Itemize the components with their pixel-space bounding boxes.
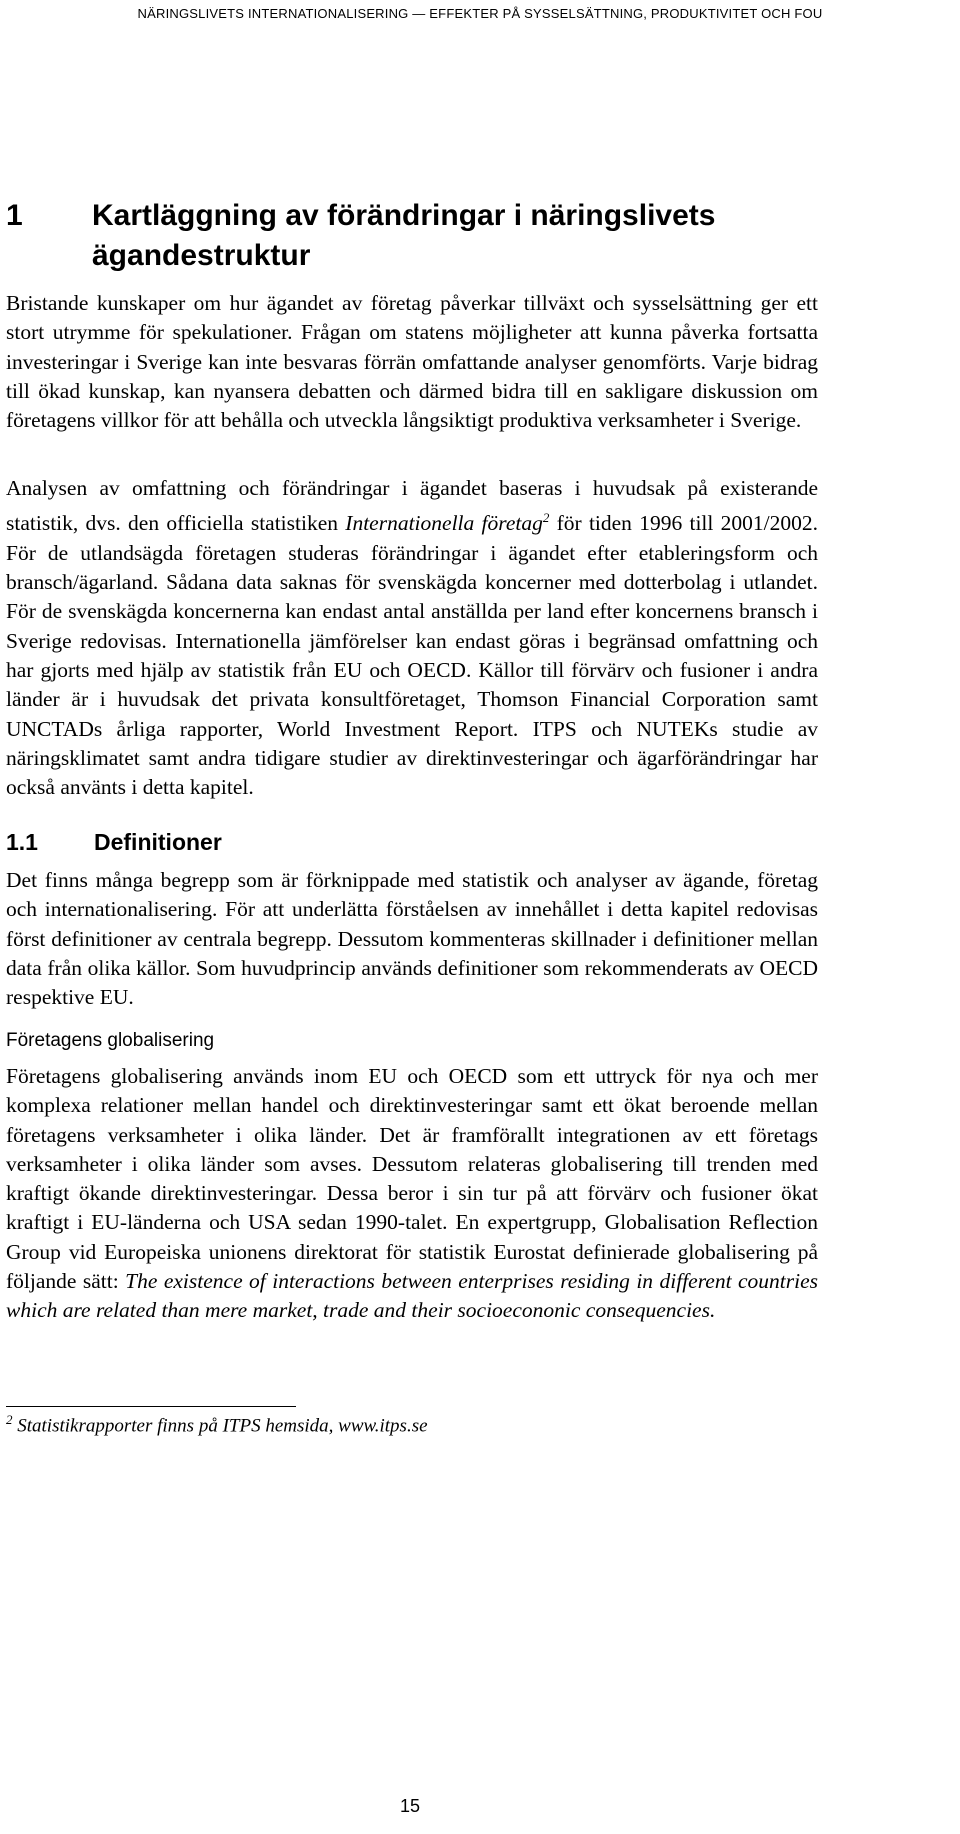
intro-paragraph: Bristande kunskaper om hur ägandet av företag påverkar tillväxt och sysselsättning ger ett stort utrymme för spekulationer. Frågan om statens möjligheter att kunna påverka fortsatta investeringar i Sverige kan inte besvaras förrän omfattande analyser genomförts. Varje bidrag till ökad kunskap, kan nyansera debatten och därmed bidra till en sakligare diskussion om företagens villkor för att behålla och utveckla långsiktigt produktiva verksamheter i Sverige. [6, 291, 818, 433]
running-header: NÄRINGSLIVETS INTERNATIONALISERING — EFFEKTER PÅ SYSSELSÄTTNING, PRODUKTIVITET OCH FOU [137, 6, 823, 21]
globalisation-quote: The existence of interactions between enterprises residing in different countries which are related than mere market, trade and their socioecononic consequencies. [6, 1269, 818, 1323]
definitions-paragraph: Det finns många begrepp som är förknippade med statistik och analyser av ägande, företag och internationalisering. För att underlätta förståelsen av innehållet i detta kapitel redovisas först definitioner av centrala begrepp. Dessutom kommenteras skillnader i definitioner mellan data från olika källor. Som huvudprincip används definitioner som rekommenderats av OECD respektive EU. [6, 868, 818, 1010]
subheading: Företagens globalisering [6, 1030, 215, 1051]
chapter-number: 1 [6, 199, 23, 232]
analysis-text-end: för tiden 1996 till 2001/2002. För de utlandsägda företagen studeras förändringar i ägandet efter etableringsform och bransch/ägarland. Sådana data saknas för svenskägda koncerner med dotterbolag i utlandet. För de svenskägda koncernerna kan endast antal anställda per land efter koncernens bransch i Sverige redovisas. Internationella jämförelser kan endast göras i begränsad omfattning och har gjorts med hjälp av statistik från EU och OECD. Källor till förvärv och fusioner i andra länder är i huvudsak det privata konsultföretaget, Thomson Financial Corporation samt UNCTADs årliga rapporter, World Investment Report. ITPS och NUTEKs studie av näringsklimatet samt andra tidigare studier av direktinvesteringar och ägarförändringar har också använts i detta kapitel. [6, 511, 818, 800]
section-title: Definitioner [94, 829, 222, 855]
section-heading [6, 829, 222, 856]
footnote-divider [6, 1406, 296, 1407]
chapter-heading [6, 196, 906, 276]
footnote-marker: 2 [6, 1412, 13, 1427]
analysis-text-start: Analysen av omfattning och förändringar i ägandet baseras i huvudsak på existerande statistik, dvs. den officiella statistiken [6, 476, 818, 536]
page-number: 15 [399, 1796, 421, 1816]
footnote-text: Statistikrapporter finns på ITPS hemsida, www.itps.se [12, 1415, 428, 1437]
analysis-paragraph [6, 474, 818, 802]
chapter-title: Kartläggning av förändringar i näringslivets ägandestruktur [92, 199, 716, 272]
analysis-italic-title: Internationella företag [345, 511, 543, 536]
section-number: 1.1 [6, 829, 38, 855]
globalisation-text: Företagens globalisering används inom EU och OECD som ett uttryck för nya och mer komplexa relationer mellan handel och direktinvesteringar samt ett ökat beroende mellan företagens verksamheter i olika länder. Det är framförallt integrationen av ett företags verksamheter i olika länder som avses. Dessutom relateras globalisering till trenden med kraftigt ökande direktinvesteringar. Dessa beror i sin tur på att förvärv och fusioner ökat kraftigt i EU-länderna och USA sedan 1990-talet. En expertgrupp, Globalisation Reflection Group vid Europeiska unionens direktorat för statistik Eurostat definierade globalisering på följande sätt: [6, 1064, 818, 1294]
globalisation-paragraph [6, 1062, 818, 1326]
footnote-reference: 2 [542, 510, 550, 526]
footnote [6, 1412, 428, 1437]
